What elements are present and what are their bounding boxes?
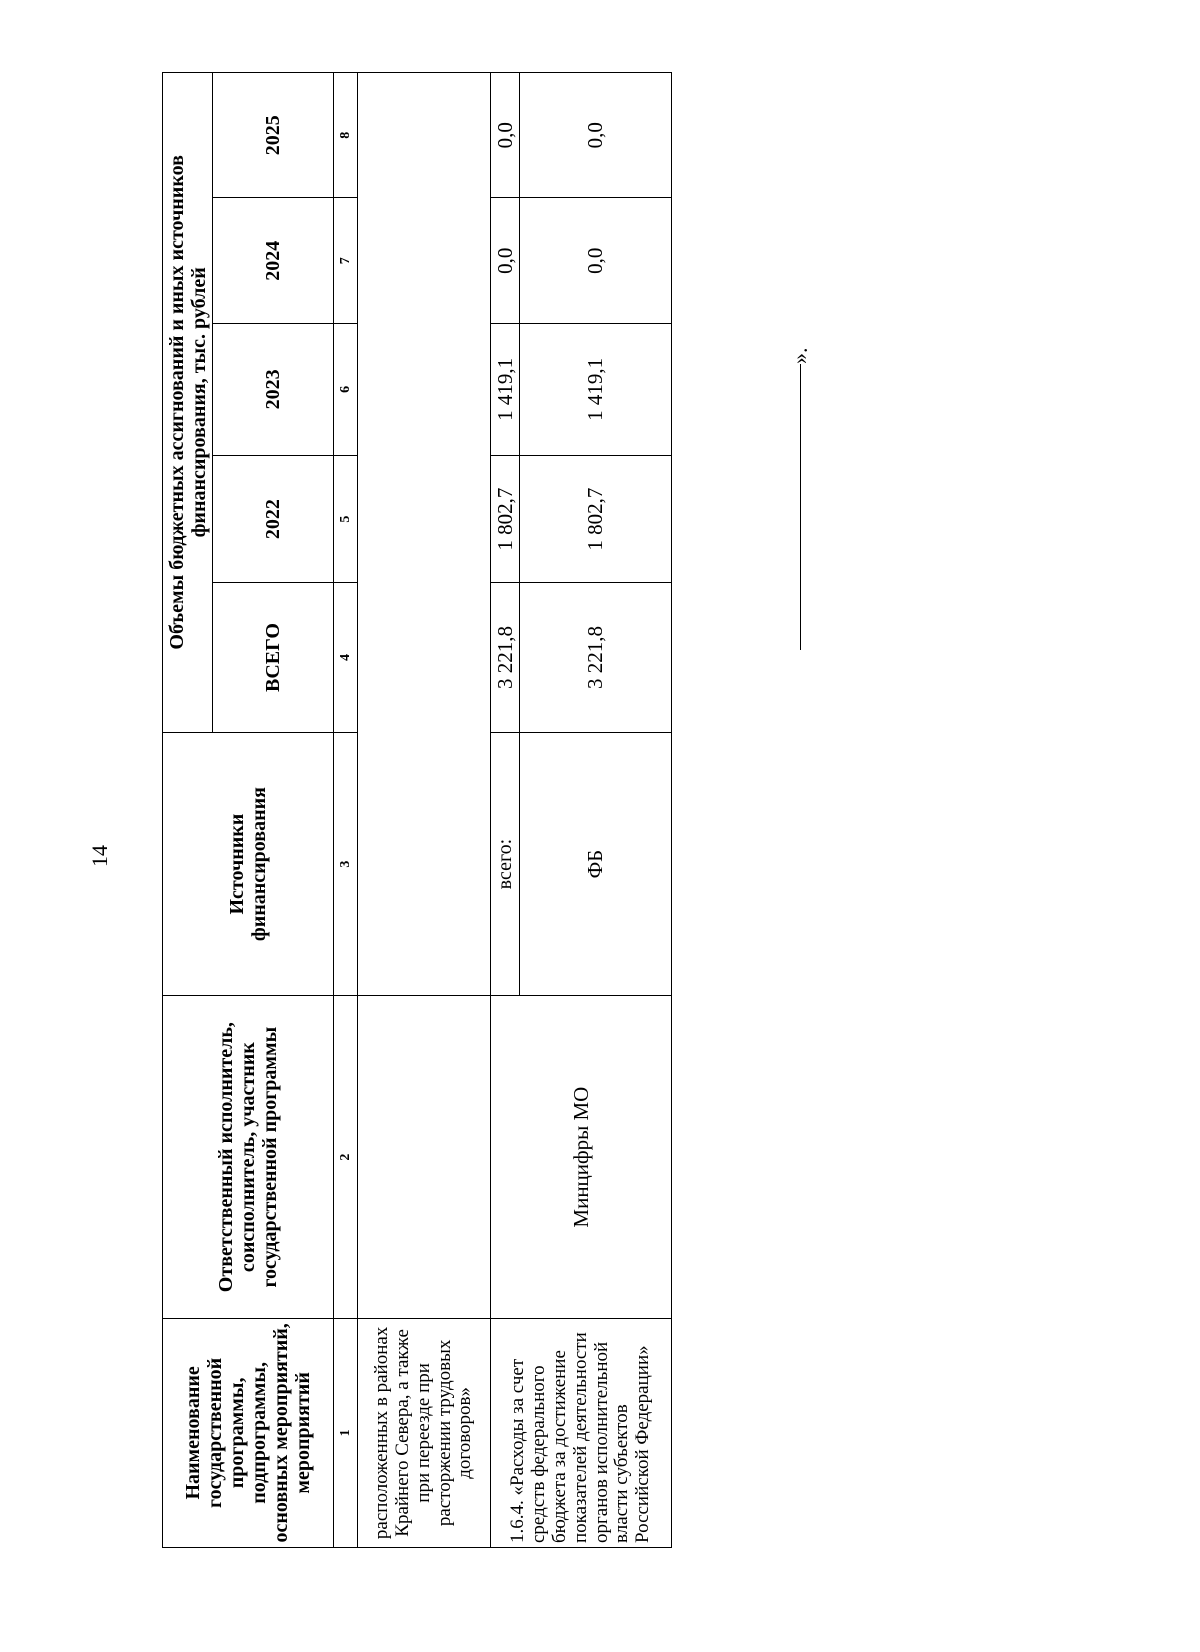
col-number-5: 5 [334,455,358,583]
header-year-2024: 2024 [213,198,334,323]
row-2025: 0,0 [520,73,672,198]
continued-row [357,73,490,1548]
col-number-1: 1 [334,1318,358,1547]
row-total: 3 221,8 [520,583,672,732]
col-number-4: 4 [334,583,358,732]
header-year-2022: 2022 [213,455,334,583]
header-sources: Источники финансирования [163,732,334,996]
table-row [491,73,520,1548]
row-total: 3 221,8 [491,583,520,732]
header-total: ВСЕГО [213,583,334,732]
page-number: 14 [87,845,112,867]
header-volumes: Объемы бюджетных ассигнований и иных источников финансирования, тыс. рублей [163,73,213,733]
col-number-6: 6 [334,323,358,455]
row-2023: 1 419,1 [491,323,520,455]
row-2025: 0,0 [491,73,520,198]
col-number-3: 3 [334,732,358,996]
column-number-row [334,73,358,1548]
closing-rule [800,364,801,650]
row-2023: 1 419,1 [520,323,672,455]
header-executor: Ответственный исполнитель, соисполнитель, участник государственной программы [163,996,334,1318]
row-2024: 0,0 [491,198,520,323]
header-year-2025: 2025 [213,73,334,198]
closing-quote: ». [787,347,812,364]
header-year-2023: 2023 [213,323,334,455]
row-source: всего: [491,732,520,996]
closing-line [786,330,816,650]
col-number-2: 2 [334,996,358,1318]
continued-row-executor [357,996,490,1318]
row-2024: 0,0 [520,198,672,323]
row-2022: 1 802,7 [520,455,672,583]
row-2022: 1 802,7 [491,455,520,583]
col-number-8: 8 [334,73,358,198]
continued-row-name: расположенных в районах Крайнего Севера, а также при переезде при расторжении трудовых договоров» [357,1318,490,1547]
item-name: 1.6.4. «Расходы за счет средств федерального бюджета за достижение показателей деятельности органов исполнительной власти субъектов Российской Федерации» [491,1318,672,1547]
financing-table [162,72,672,1548]
row-source: ФБ [520,732,672,996]
item-executor: Минцифры МО [491,996,672,1318]
continued-row-values [357,73,490,997]
header-name: Наименование государственной программы, подпрограммы, основных мероприятий, мероприятий [163,1318,334,1547]
rotated-table-container [162,72,672,1548]
col-number-7: 7 [334,198,358,323]
